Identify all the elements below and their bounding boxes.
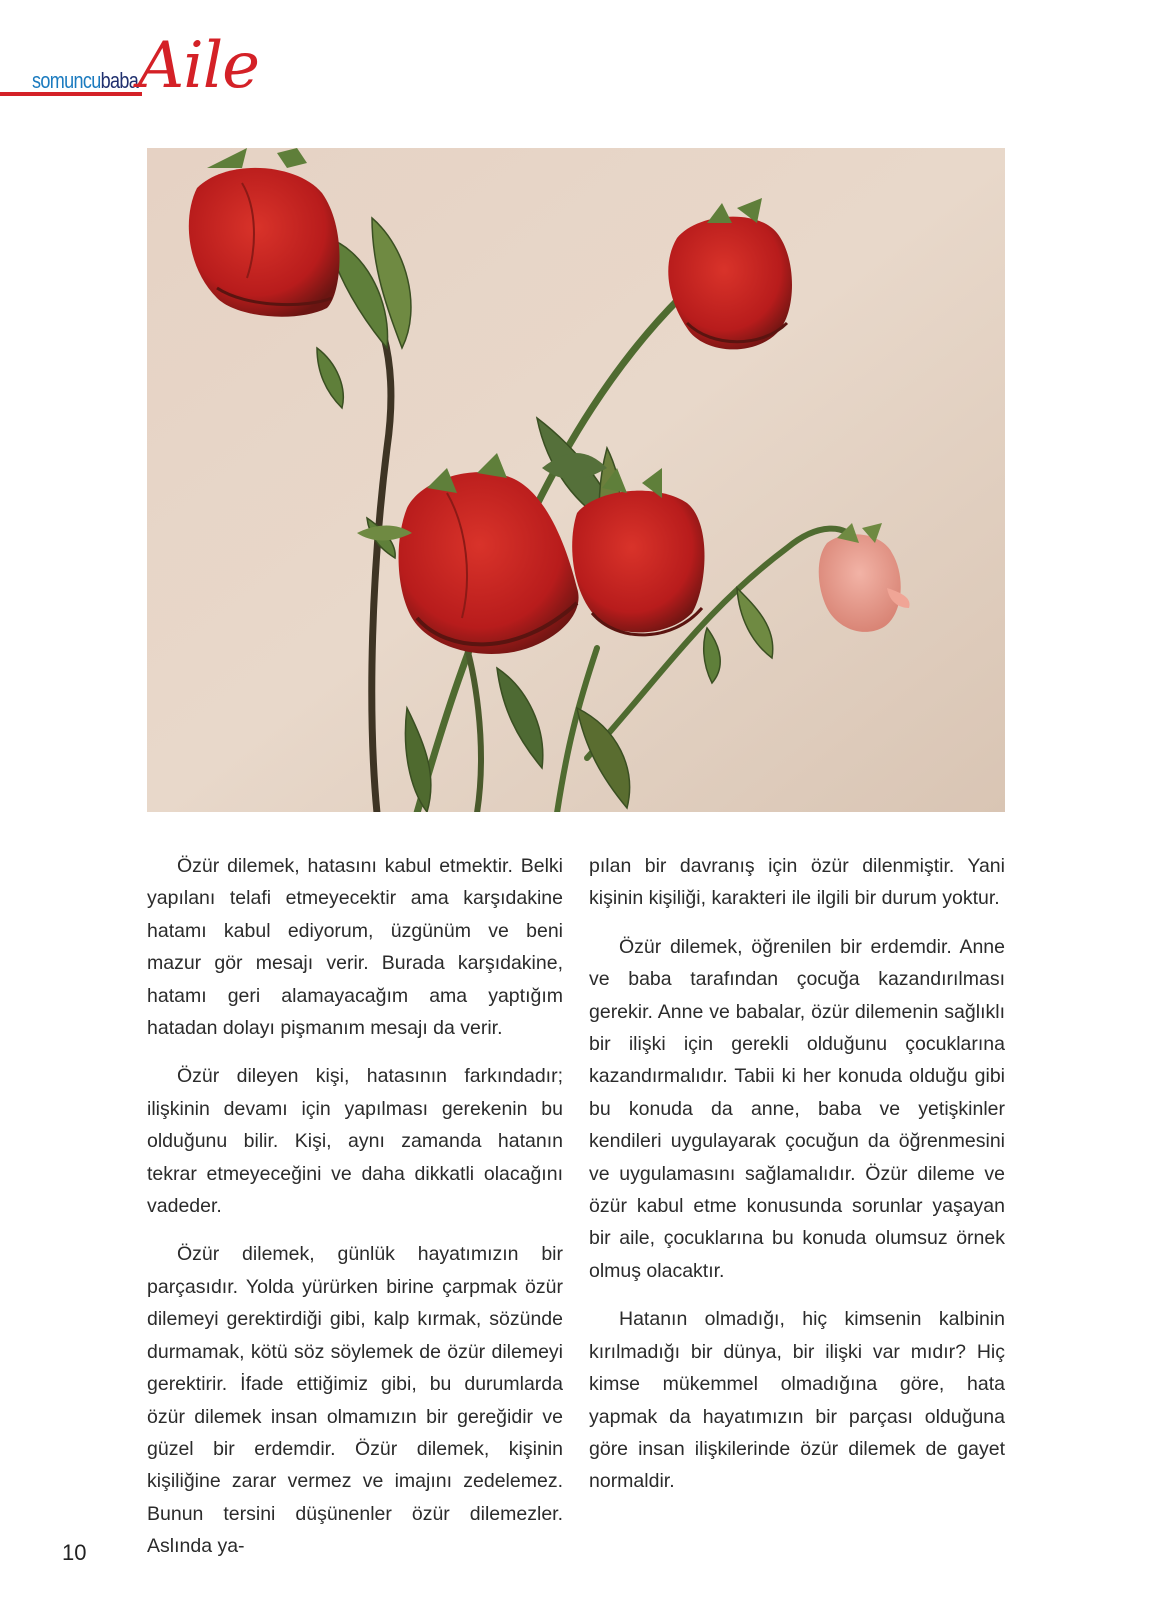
magazine-header bbox=[0, 30, 260, 110]
brand-logo: somuncubaba bbox=[32, 68, 139, 93]
wilted-roses-photo bbox=[147, 148, 1005, 812]
paragraph: Özür dileyen kişi, hatasının farkındadır; ilişkinin devamı için yapılması gerekenin bu olduğunu bilir. Kişi, aynı zamanda hatanın tekrar etmeyeceğini ve daha dikkatli olacağını vadeder. bbox=[147, 1065, 563, 1218]
paragraph: Hatanın olmadığı, hiç kimsenin kalbinin kırılmadığı bir dünya, bir ilişki var mıdır? Hiç kimse mükemmel olmadığına göre, hata yapmak da hayatımızın bir parçası olduğuna göre insan ilişkilerinde özür dilemek de gayet normaldir. bbox=[589, 1308, 1005, 1493]
page-number: 10 bbox=[62, 1540, 87, 1565]
paragraph: Özür dilemek, hatasını kabul etmektir. Belki yapılanı telafi etmeyecektir ama karşıdakine hatamı kabul ediyorum, üzgünüm ve beni mazur gör mesajı verir. Burada karşıdakine, hatamı geri alamayacağım ama yaptığım hatadan dolayı pişmanım mesajı da verir. bbox=[147, 855, 563, 1040]
paragraph: pılan bir davranış için özür dilenmiştir. Yani kişinin kişiliği, karakteri ile ilgili bir durum yoktur. bbox=[589, 855, 1005, 910]
section-title: Aile bbox=[138, 29, 260, 103]
paragraph: Özür dilemek, öğrenilen bir erdemdir. Anne ve baba tarafından çocuğa kazandırılması gerekir. Anne ve babalar, özür dilemenin sağlıklı bir ilişki için gerekli olduğunu çocuklarına kazandırmalıdır. Tabii ki her konuda olduğu gibi bu konuda da anne, baba ve yetişkinler kendileri uygulayarak çocuğun da öğrenmesini ve uygulamasını sağlamalıdır. Özür dileme ve özür kabul etme konusunda sorunlar yaşayan bir aile, çocuklarına bu konuda olumsuz örnek olmuş olacaktır. bbox=[589, 935, 1005, 1282]
paragraph: Özür dilemek, günlük hayatımızın bir parçasıdır. Yolda yürürken birine çarpmak özür dilemeyi gerektirdiği gibi, kalp kırmak, sözünde durmamak, kötü söz söylemek de özür dilemeyi gerektirir. İfade ettiğimiz gibi, bu durumlarda özür dilemek insan olmamızın bir gereğidir ve güzel bir erdemdir. Özür dilemek, kişinin kişiliğine zarar vermez ve imajını zedelemez. Bunun tersini düşünenler özür dilemezler. Aslında ya- bbox=[147, 1243, 563, 1558]
article-right-column bbox=[589, 850, 1005, 1514]
article-left-column bbox=[147, 850, 563, 1579]
